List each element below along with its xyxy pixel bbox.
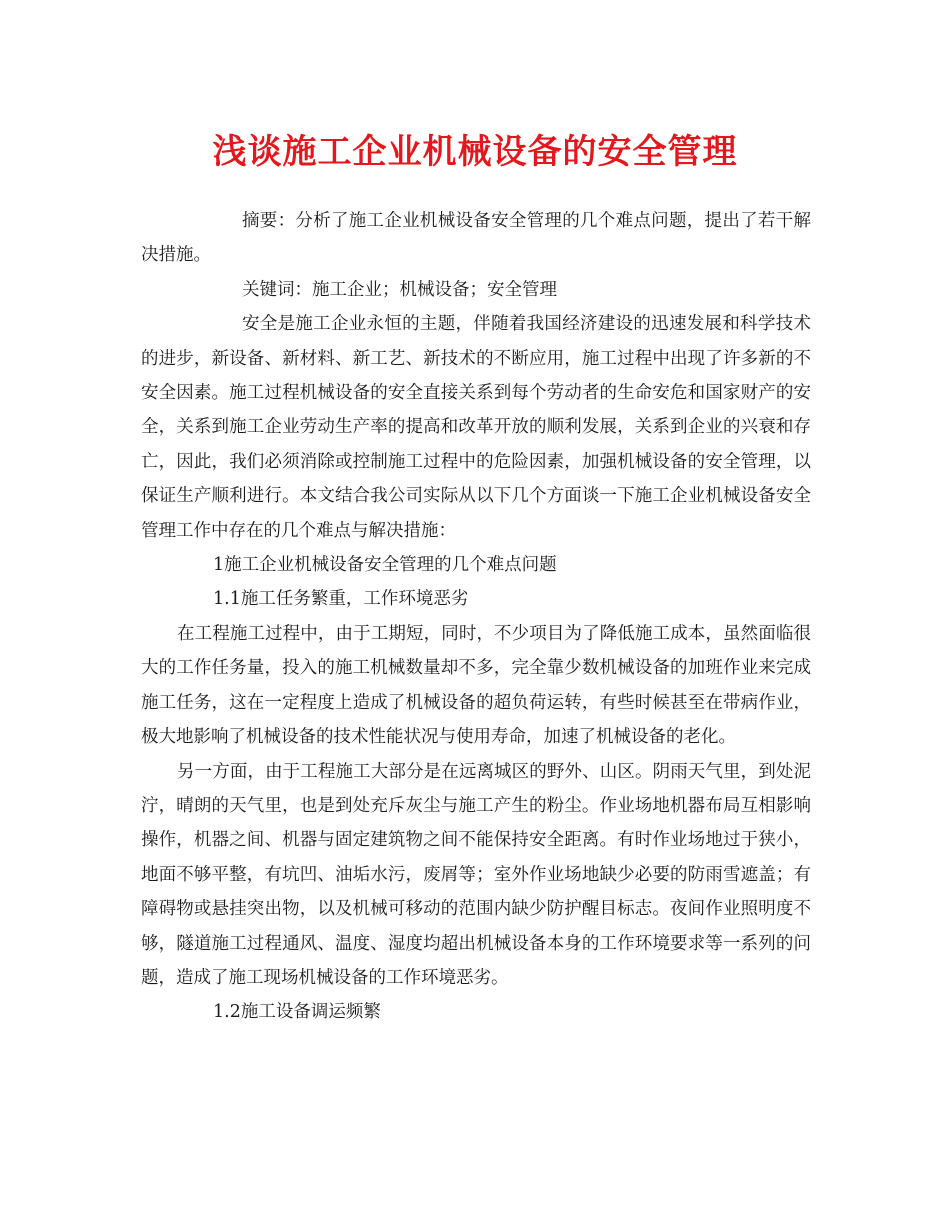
- body-paragraph-2: 另一方面，由于工程施工大部分是在远离城区的野外、山区。阴雨天气里，到处泥泞，晴朗的天气里，也是到处充斥灰尘与施工产生的粉尘。作业场地机器布局互相影响操作，机器之间、机器与固定建筑物之间不能保持安全距离。有时作业场地过于狭小，地面不够平整，有坑凹、油垢水污，废屑等；室外作业场地缺少必要的防雨雪遮盖；有障碍物或悬挂突出物，以及机械可移动的范围内缺少防护醒目标志。夜间作业照明度不够，隧道施工过程通风、温度、湿度均超出机械设备本身的工作环境要求等一系列的问题，造成了施工现场机械设备的工作环境恶劣。: [141, 761, 811, 988]
- section-title: 施工设备调运频繁: [240, 1002, 381, 1023]
- section-title: 施工企业机械设备安全管理的几个难点问题: [224, 555, 557, 576]
- section-number: 1.2: [213, 1002, 241, 1023]
- intro-paragraph: 安全是施工企业永恒的主题，伴随着我国经济建设的迅速发展和科学技术的进步，新设备、新材料、新工艺、新技术的不断应用，施工过程中出现了许多新的不安全因素。施工过程机械设备的安全直接关系到每个劳动者的生命安危和国家财产的安全，关系到施工企业劳动生产率的提高和改革开放的顺利发展，关系到企业的兴衰和存亡，因此，我们必须消除或控制施工过程中的危险因素，加强机械设备的安全管理，以保证生产顺利进行。本文结合我公司实际从以下几个方面谈一下施工企业机械设备安全管理工作中存在的几个难点与解决措施：: [141, 314, 811, 541]
- abstract-paragraph: 摘要：分析了施工企业机械设备安全管理的几个难点问题，提出了若干解决措施。: [141, 211, 811, 266]
- section-title: 施工任务繁重，工作环境恶劣: [240, 589, 469, 610]
- document-body: [141, 204, 811, 1030]
- section-heading-1-2: [141, 995, 811, 1029]
- keywords-paragraph: 关键词：施工企业；机械设备；安全管理: [242, 279, 557, 300]
- section-heading-1: [141, 548, 811, 582]
- document-title: 浅谈施工企业机械设备的安全管理: [212, 132, 738, 172]
- section-number: 1.1: [213, 589, 241, 610]
- body-paragraph-1: 在工程施工过程中，由于工期短，同时，不少项目为了降低施工成本，虽然面临很大的工作任务量，投入的施工机械数量却不多，完全靠少数机械设备的加班作业来完成施工任务，这在一定程度上造成了机械设备的超负荷运转，有些时候甚至在带病作业，极大地影响了机械设备的技术性能状况与使用寿命，加速了机械设备的老化。: [141, 623, 811, 748]
- section-heading-1-1: [141, 582, 811, 616]
- section-number: 1: [213, 555, 225, 576]
